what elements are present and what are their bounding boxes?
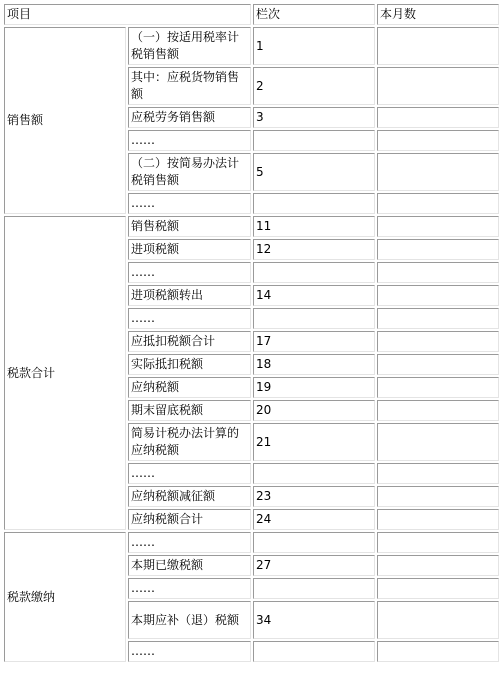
row-value[interactable] [377, 601, 499, 639]
group-label-tax-total: 税款合计 [4, 216, 126, 530]
row-line-no: 34 [253, 601, 375, 639]
row-item: 简易计税办法计算的应纳税额 [128, 423, 251, 461]
row-item: 销售税额 [128, 216, 251, 237]
row-value[interactable] [377, 308, 499, 329]
row-item: …… [128, 193, 251, 214]
row-value[interactable] [377, 486, 499, 507]
row-line-no: 5 [253, 153, 375, 191]
row-value[interactable] [377, 423, 499, 461]
row-value[interactable] [377, 509, 499, 530]
row-item: …… [128, 641, 251, 662]
row-value[interactable] [377, 641, 499, 662]
header-row [4, 4, 499, 25]
row-line-no: 1 [253, 27, 375, 65]
group-label-sales: 销售额 [4, 27, 126, 214]
row-value[interactable] [377, 27, 499, 65]
row-value[interactable] [377, 262, 499, 283]
row-item: 应纳税额合计 [128, 509, 251, 530]
row-line-no [253, 193, 375, 214]
row-item: 应纳税额 [128, 377, 251, 398]
row-value[interactable] [377, 377, 499, 398]
row-item: 应税劳务销售额 [128, 107, 251, 128]
row-item: 本期已缴税额 [128, 555, 251, 576]
row-value[interactable] [377, 578, 499, 599]
row-value[interactable] [377, 130, 499, 151]
row-item: …… [128, 308, 251, 329]
row-item: 应纳税额减征额 [128, 486, 251, 507]
row-value[interactable] [377, 532, 499, 553]
row-item: 应抵扣税额合计 [128, 331, 251, 352]
row-value[interactable] [377, 107, 499, 128]
row-line-no [253, 262, 375, 283]
row-item: 进项税额转出 [128, 285, 251, 306]
row-item: …… [128, 532, 251, 553]
header-line-no: 栏次 [253, 4, 375, 25]
row-item: 实际抵扣税额 [128, 354, 251, 375]
row-value[interactable] [377, 67, 499, 105]
row-item: …… [128, 130, 251, 151]
row-value[interactable] [377, 285, 499, 306]
row-line-no: 24 [253, 509, 375, 530]
row-line-no [253, 641, 375, 662]
row-value[interactable] [377, 193, 499, 214]
row-line-no: 14 [253, 285, 375, 306]
group-label-tax-payment: 税款缴纳 [4, 532, 126, 662]
row-line-no [253, 463, 375, 484]
row-line-no: 19 [253, 377, 375, 398]
row-line-no: 17 [253, 331, 375, 352]
row-value[interactable] [377, 239, 499, 260]
row-item: （一）按适用税率计税销售额 [128, 27, 251, 65]
row-item: 其中：应税货物销售额 [128, 67, 251, 105]
table-row [4, 532, 499, 553]
header-project: 项目 [4, 4, 251, 25]
row-line-no [253, 308, 375, 329]
row-value[interactable] [377, 555, 499, 576]
vat-return-table [2, 2, 501, 664]
row-line-no [253, 130, 375, 151]
row-item: …… [128, 262, 251, 283]
row-line-no: 27 [253, 555, 375, 576]
row-value[interactable] [377, 400, 499, 421]
row-value[interactable] [377, 331, 499, 352]
row-item: …… [128, 463, 251, 484]
row-item: （二）按简易办法计税销售额 [128, 153, 251, 191]
row-line-no: 23 [253, 486, 375, 507]
row-item: 本期应补（退）税额 [128, 601, 251, 639]
table-row [4, 27, 499, 65]
row-value[interactable] [377, 463, 499, 484]
row-line-no: 11 [253, 216, 375, 237]
row-line-no: 3 [253, 107, 375, 128]
row-item: …… [128, 578, 251, 599]
row-value[interactable] [377, 354, 499, 375]
row-item: 进项税额 [128, 239, 251, 260]
row-line-no: 21 [253, 423, 375, 461]
row-value[interactable] [377, 153, 499, 191]
row-item: 期末留底税额 [128, 400, 251, 421]
row-line-no: 2 [253, 67, 375, 105]
row-line-no: 12 [253, 239, 375, 260]
row-value[interactable] [377, 216, 499, 237]
row-line-no [253, 532, 375, 553]
header-this-month: 本月数 [377, 4, 499, 25]
row-line-no: 20 [253, 400, 375, 421]
table-row [4, 216, 499, 237]
row-line-no: 18 [253, 354, 375, 375]
row-line-no [253, 578, 375, 599]
